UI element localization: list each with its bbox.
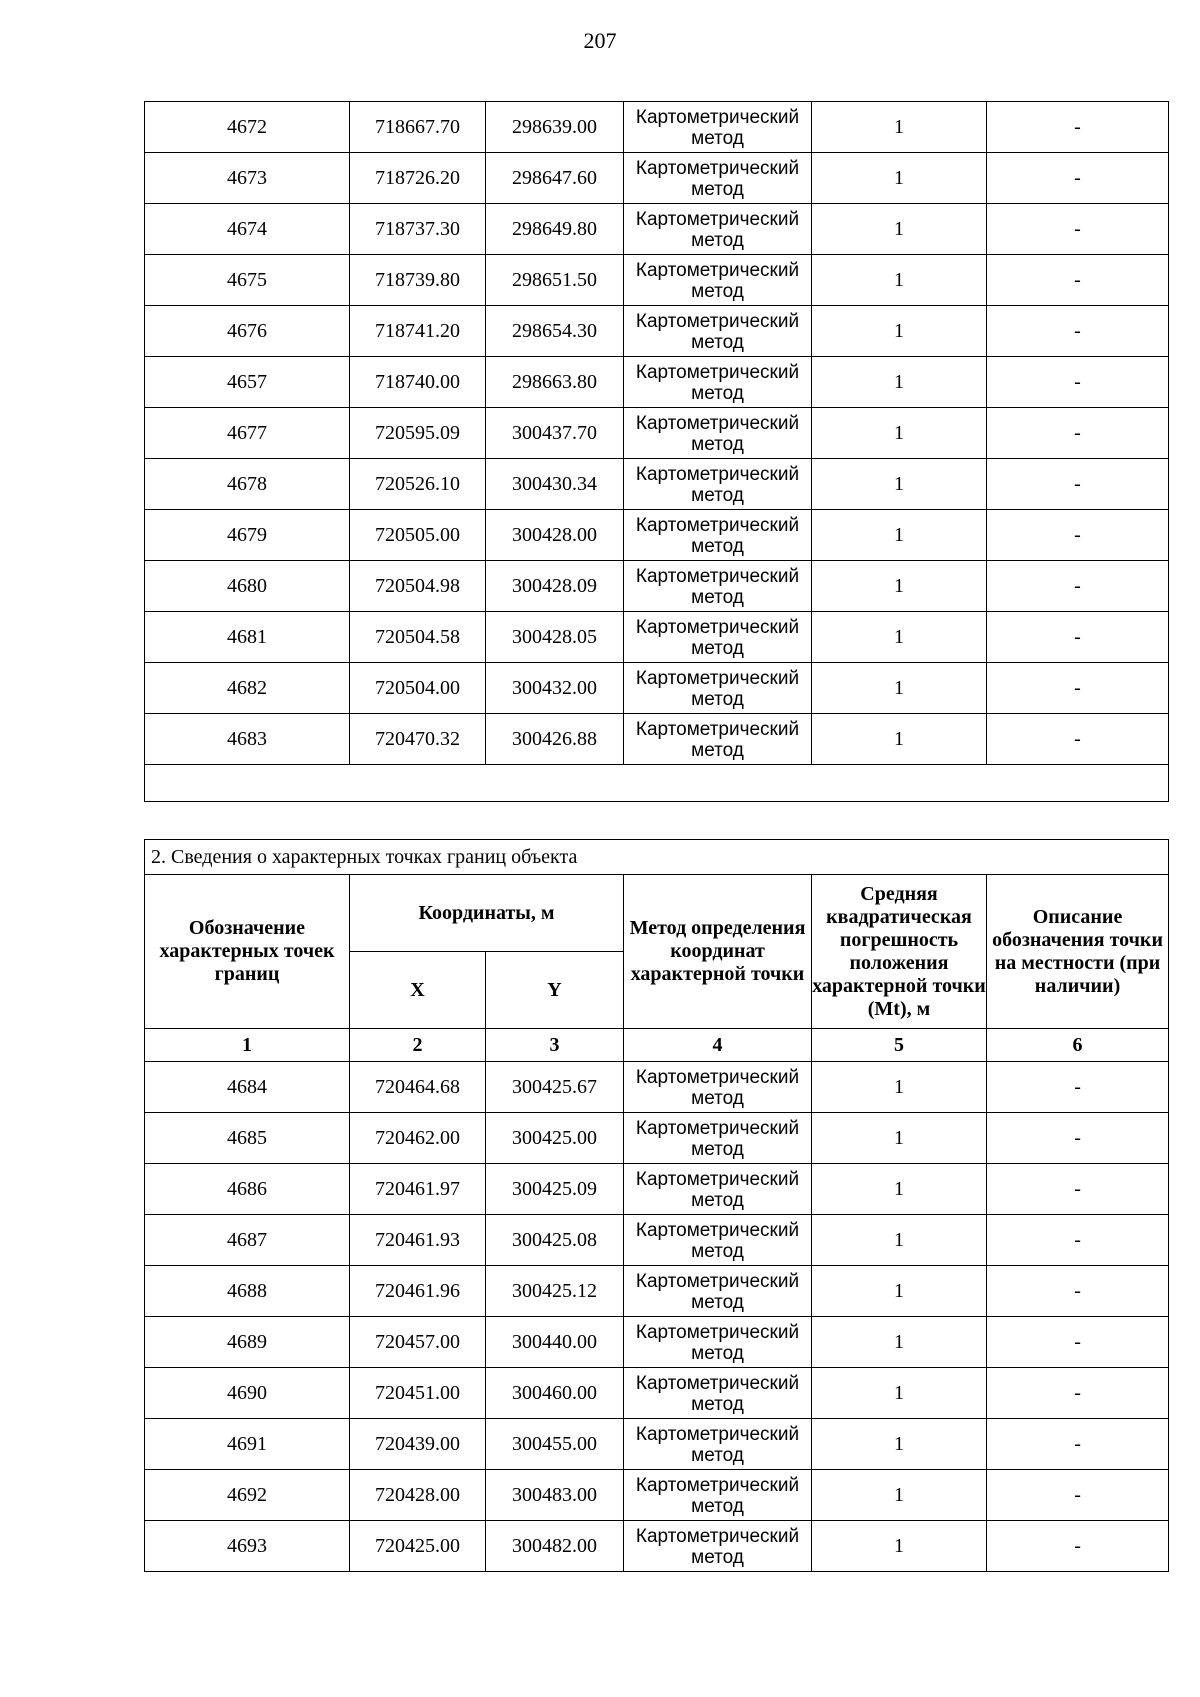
x-coordinate-cell: 720425.00: [350, 1521, 486, 1572]
method-line2: метод: [691, 1291, 744, 1313]
method-line1: Картометрический: [635, 1168, 800, 1190]
x-coordinate-cell: 720526.10: [350, 459, 486, 510]
method-line2: метод: [691, 1495, 744, 1517]
method-line1: Картометрический: [635, 565, 800, 587]
method-line1: Картометрический: [635, 1270, 800, 1292]
point-id-cell: 4678: [145, 459, 350, 510]
mt-cell: 1: [812, 1470, 987, 1521]
description-cell: -: [987, 1521, 1169, 1572]
table-row: [145, 1164, 1169, 1215]
y-coordinate-cell: 300432.00: [486, 663, 624, 714]
method-line1: Картометрический: [635, 463, 800, 485]
description-cell: -: [987, 306, 1169, 357]
method-cell: [624, 1062, 812, 1113]
method-line2: метод: [691, 127, 744, 149]
method-cell: [624, 459, 812, 510]
mt-cell: 1: [812, 714, 987, 765]
method-line2: метод: [691, 331, 744, 353]
method-cell: [624, 1368, 812, 1419]
mt-cell: 1: [812, 153, 987, 204]
method-cell: [624, 1164, 812, 1215]
empty-row: [145, 765, 1169, 802]
mt-cell: 1: [812, 459, 987, 510]
description-cell: -: [987, 408, 1169, 459]
x-coordinate-cell: 718741.20: [350, 306, 486, 357]
method-line1: Картометрический: [635, 1372, 800, 1394]
point-id-cell: 4676: [145, 306, 350, 357]
method-line1: Картометрический: [635, 310, 800, 332]
method-cell: [624, 1215, 812, 1266]
point-id-cell: 4693: [145, 1521, 350, 1572]
method-cell: [624, 663, 812, 714]
description-cell: -: [987, 102, 1169, 153]
table-row: [145, 612, 1169, 663]
column-number: 1: [145, 1029, 350, 1062]
y-coordinate-cell: 300425.12: [486, 1266, 624, 1317]
table-row: [145, 102, 1169, 153]
method-line1: Картометрический: [635, 157, 800, 179]
method-line2: метод: [691, 1546, 744, 1568]
method-cell: [624, 714, 812, 765]
method-line1: Картометрический: [635, 514, 800, 536]
coordinates-table-body: [145, 102, 1169, 802]
x-coordinate-cell: 720505.00: [350, 510, 486, 561]
description-cell: -: [987, 663, 1169, 714]
y-coordinate-cell: 300428.00: [486, 510, 624, 561]
header-method: Метод определения координат характерной точки: [624, 875, 812, 1029]
method-line2: метод: [691, 229, 744, 251]
method-line1: Картометрический: [635, 208, 800, 230]
y-coordinate-cell: 298649.80: [486, 204, 624, 255]
header-coordinates: Координаты, м: [350, 875, 624, 952]
y-coordinate-cell: 298663.80: [486, 357, 624, 408]
method-cell: [624, 306, 812, 357]
description-cell: -: [987, 1419, 1169, 1470]
method-line1: Картометрический: [635, 1474, 800, 1496]
point-id-cell: 4683: [145, 714, 350, 765]
point-id-cell: 4680: [145, 561, 350, 612]
method-line1: Картометрический: [635, 1117, 800, 1139]
point-id-cell: 4691: [145, 1419, 350, 1470]
header-mt: Средняя квадратическая погрешность положения характерной точки (Mt), м: [812, 875, 987, 1029]
mt-cell: 1: [812, 1266, 987, 1317]
table-row: [145, 1317, 1169, 1368]
mt-cell: 1: [812, 1062, 987, 1113]
x-coordinate-cell: 720595.09: [350, 408, 486, 459]
mt-cell: 1: [812, 357, 987, 408]
x-coordinate-cell: 720470.32: [350, 714, 486, 765]
y-coordinate-cell: 298647.60: [486, 153, 624, 204]
y-coordinate-cell: 300483.00: [486, 1470, 624, 1521]
table-row: [145, 255, 1169, 306]
mt-cell: 1: [812, 1113, 987, 1164]
mt-cell: 1: [812, 1521, 987, 1572]
header-description: Описание обозначения точки на местности (при наличии): [987, 875, 1169, 1029]
y-coordinate-cell: 300437.70: [486, 408, 624, 459]
description-cell: -: [987, 1317, 1169, 1368]
point-id-cell: 4674: [145, 204, 350, 255]
page-number: 207: [583, 28, 617, 53]
column-number: 4: [624, 1029, 812, 1062]
table-row: [145, 1419, 1169, 1470]
description-cell: -: [987, 510, 1169, 561]
method-cell: [624, 561, 812, 612]
boundary-points-table: [144, 839, 1169, 1572]
mt-cell: 1: [812, 561, 987, 612]
table-row: [145, 714, 1169, 765]
x-coordinate-cell: 720461.96: [350, 1266, 486, 1317]
table-row: [145, 306, 1169, 357]
method-line2: метод: [691, 1444, 744, 1466]
method-line1: Картометрический: [635, 361, 800, 383]
mt-cell: 1: [812, 102, 987, 153]
mt-cell: 1: [812, 1215, 987, 1266]
table-row: [145, 561, 1169, 612]
y-coordinate-cell: 300460.00: [486, 1368, 624, 1419]
x-coordinate-cell: 718740.00: [350, 357, 486, 408]
description-cell: -: [987, 357, 1169, 408]
method-cell: [624, 1113, 812, 1164]
section-caption: 2. Сведения о характерных точках границ объекта: [145, 840, 1169, 875]
empty-cell: [145, 765, 1169, 802]
description-cell: -: [987, 459, 1169, 510]
description-cell: -: [987, 561, 1169, 612]
point-id-cell: 4692: [145, 1470, 350, 1521]
y-coordinate-cell: 300425.08: [486, 1215, 624, 1266]
table-row: [145, 1215, 1169, 1266]
point-id-cell: 4687: [145, 1215, 350, 1266]
method-cell: [624, 1470, 812, 1521]
mt-cell: 1: [812, 1317, 987, 1368]
table-row: [145, 204, 1169, 255]
method-line1: Картометрический: [635, 412, 800, 434]
point-id-cell: 4677: [145, 408, 350, 459]
x-coordinate-cell: 718737.30: [350, 204, 486, 255]
method-line2: метод: [691, 1342, 744, 1364]
description-cell: -: [987, 1062, 1169, 1113]
method-cell: [624, 612, 812, 663]
x-coordinate-cell: 720504.58: [350, 612, 486, 663]
y-coordinate-cell: 300425.00: [486, 1113, 624, 1164]
method-line2: метод: [691, 586, 744, 608]
point-id-cell: 4682: [145, 663, 350, 714]
method-line1: Картометрический: [635, 1525, 800, 1547]
method-line1: Картометрический: [635, 1066, 800, 1088]
column-number: 6: [987, 1029, 1169, 1062]
x-coordinate-cell: 720464.68: [350, 1062, 486, 1113]
method-line2: метод: [691, 280, 744, 302]
point-id-cell: 4688: [145, 1266, 350, 1317]
point-id-cell: 4690: [145, 1368, 350, 1419]
method-cell: [624, 1521, 812, 1572]
y-coordinate-cell: 298654.30: [486, 306, 624, 357]
column-number: 2: [350, 1029, 486, 1062]
description-cell: -: [987, 204, 1169, 255]
table-row: [145, 408, 1169, 459]
mt-cell: 1: [812, 408, 987, 459]
point-id-cell: 4675: [145, 255, 350, 306]
y-coordinate-cell: 300425.67: [486, 1062, 624, 1113]
method-line2: метод: [691, 382, 744, 404]
table-row: [145, 459, 1169, 510]
y-coordinate-cell: 300428.05: [486, 612, 624, 663]
table-row: [145, 510, 1169, 561]
method-line1: Картометрический: [635, 616, 800, 638]
method-cell: [624, 153, 812, 204]
mt-cell: 1: [812, 1164, 987, 1215]
x-coordinate-cell: 720451.00: [350, 1368, 486, 1419]
table-row: [145, 1521, 1169, 1572]
y-coordinate-cell: 300430.34: [486, 459, 624, 510]
description-cell: -: [987, 1113, 1169, 1164]
coordinates-table-continued: [144, 101, 1169, 802]
y-coordinate-cell: 300426.88: [486, 714, 624, 765]
table-row: [145, 1062, 1169, 1113]
point-id-cell: 4689: [145, 1317, 350, 1368]
y-coordinate-cell: 300482.00: [486, 1521, 624, 1572]
method-cell: [624, 408, 812, 459]
mt-cell: 1: [812, 255, 987, 306]
table-row: [145, 357, 1169, 408]
point-id-cell: 4685: [145, 1113, 350, 1164]
header-point: Обозначение характерных точек границ: [145, 875, 350, 1029]
description-cell: -: [987, 1266, 1169, 1317]
description-cell: -: [987, 612, 1169, 663]
x-coordinate-cell: 720428.00: [350, 1470, 486, 1521]
x-coordinate-cell: 720461.97: [350, 1164, 486, 1215]
y-coordinate-cell: 300440.00: [486, 1317, 624, 1368]
point-id-cell: 4672: [145, 102, 350, 153]
method-line2: метод: [691, 433, 744, 455]
method-line2: метод: [691, 1393, 744, 1415]
x-coordinate-cell: 720439.00: [350, 1419, 486, 1470]
method-cell: [624, 357, 812, 408]
method-line2: метод: [691, 739, 744, 761]
method-line2: метод: [691, 484, 744, 506]
x-coordinate-cell: 718726.20: [350, 153, 486, 204]
method-cell: [624, 102, 812, 153]
header-x: X: [350, 952, 486, 1029]
point-id-cell: 4657: [145, 357, 350, 408]
method-line1: Картометрический: [635, 718, 800, 740]
table-row: [145, 663, 1169, 714]
method-cell: [624, 510, 812, 561]
y-coordinate-cell: 298639.00: [486, 102, 624, 153]
description-cell: -: [987, 1470, 1169, 1521]
mt-cell: 1: [812, 510, 987, 561]
x-coordinate-cell: 718739.80: [350, 255, 486, 306]
description-cell: -: [987, 153, 1169, 204]
point-id-cell: 4686: [145, 1164, 350, 1215]
method-line2: метод: [691, 1240, 744, 1262]
method-cell: [624, 1266, 812, 1317]
method-line2: метод: [691, 637, 744, 659]
description-cell: -: [987, 1368, 1169, 1419]
method-line2: метод: [691, 1189, 744, 1211]
method-line2: метод: [691, 535, 744, 557]
mt-cell: 1: [812, 306, 987, 357]
method-line1: Картометрический: [635, 1423, 800, 1445]
x-coordinate-cell: 720457.00: [350, 1317, 486, 1368]
mt-cell: 1: [812, 663, 987, 714]
point-id-cell: 4673: [145, 153, 350, 204]
column-number: 5: [812, 1029, 987, 1062]
column-number: 3: [486, 1029, 624, 1062]
y-coordinate-cell: 300455.00: [486, 1419, 624, 1470]
x-coordinate-cell: 720462.00: [350, 1113, 486, 1164]
x-coordinate-cell: 720461.93: [350, 1215, 486, 1266]
description-cell: -: [987, 1164, 1169, 1215]
table-row: [145, 1470, 1169, 1521]
table-row: [145, 1266, 1169, 1317]
method-line1: Картометрический: [635, 106, 800, 128]
method-line2: метод: [691, 1087, 744, 1109]
mt-cell: 1: [812, 612, 987, 663]
y-coordinate-cell: 298651.50: [486, 255, 624, 306]
mt-cell: 1: [812, 204, 987, 255]
method-line1: Картометрический: [635, 1219, 800, 1241]
method-cell: [624, 1317, 812, 1368]
description-cell: -: [987, 255, 1169, 306]
description-cell: -: [987, 1215, 1169, 1266]
y-coordinate-cell: 300428.09: [486, 561, 624, 612]
x-coordinate-cell: 720504.00: [350, 663, 486, 714]
method-line1: Картометрический: [635, 259, 800, 281]
point-id-cell: 4679: [145, 510, 350, 561]
x-coordinate-cell: 718667.70: [350, 102, 486, 153]
method-line1: Картометрический: [635, 667, 800, 689]
method-line2: метод: [691, 178, 744, 200]
boundary-points-body: [145, 1062, 1169, 1572]
method-line2: метод: [691, 1138, 744, 1160]
description-cell: -: [987, 714, 1169, 765]
table-row: [145, 1368, 1169, 1419]
header-y: Y: [486, 952, 624, 1029]
table-row: [145, 1113, 1169, 1164]
mt-cell: 1: [812, 1419, 987, 1470]
x-coordinate-cell: 720504.98: [350, 561, 486, 612]
table-row: [145, 153, 1169, 204]
method-cell: [624, 204, 812, 255]
mt-cell: 1: [812, 1368, 987, 1419]
method-cell: [624, 255, 812, 306]
y-coordinate-cell: 300425.09: [486, 1164, 624, 1215]
point-id-cell: 4681: [145, 612, 350, 663]
point-id-cell: 4684: [145, 1062, 350, 1113]
method-cell: [624, 1419, 812, 1470]
method-line1: Картометрический: [635, 1321, 800, 1343]
method-line2: метод: [691, 688, 744, 710]
